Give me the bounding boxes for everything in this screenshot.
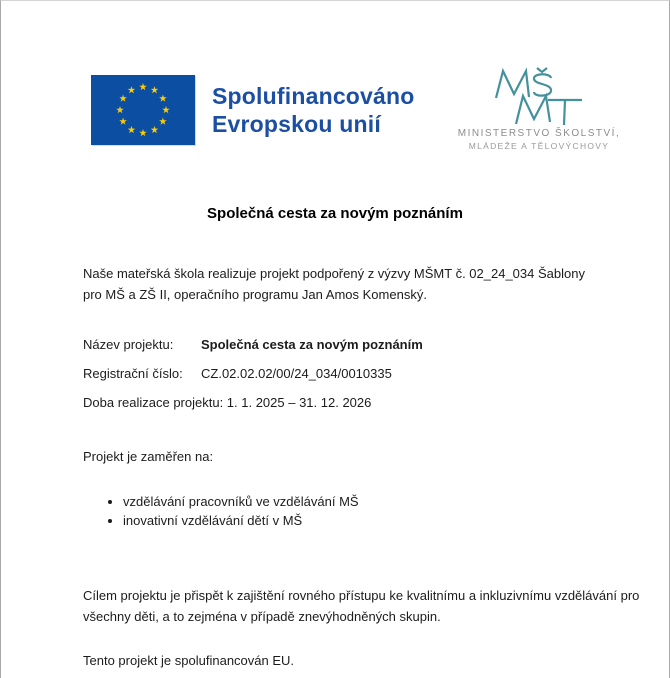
focus-list-item: • vzdělávání pracovníků ve vzdělávání MŠ bbox=[123, 492, 359, 511]
msmt-logo bbox=[433, 67, 645, 151]
cofinancing-footer-note: Tento projekt je spolufinancován EU. bbox=[83, 653, 295, 668]
ministry-name-line2: MLÁDEŽE A TĚLOVÝCHOVY bbox=[468, 141, 610, 151]
project-duration-line: Doba realizace projektu: 1. 1. 2025 – 31. 12. 2026 bbox=[83, 395, 372, 410]
eu-cofunded-logo bbox=[91, 75, 415, 145]
eu-cofunded-label-line1: Spolufinancováno bbox=[212, 83, 415, 109]
project-name-value: Společná cesta za novým poznáním bbox=[201, 337, 423, 352]
registration-number-value: CZ.02.02.02/00/24_034/0010335 bbox=[201, 366, 392, 381]
eu-cofunded-label bbox=[212, 82, 415, 138]
aim-paragraph: Cílem projektu je přispět k zajištění rovného přístupu ke kvalitnímu a inkluzivnímu vzdělávání pro všechny děti, a to zejména v případě znevýhodněných skupin. bbox=[83, 588, 640, 624]
focus-list-item: • inovativní vzdělávání dětí v MŠ bbox=[123, 511, 359, 530]
eu-flag-icon bbox=[91, 75, 195, 145]
project-name-label: Název projektu: bbox=[83, 337, 174, 352]
registration-number-row bbox=[83, 366, 423, 382]
focus-list bbox=[83, 492, 359, 530]
msmt-monogram-icon bbox=[493, 67, 585, 127]
focus-heading: Projekt je zaměřen na: bbox=[83, 449, 214, 464]
intro-paragraph: Naše mateřská škola realizuje projekt podpořený z výzvy MŠMT č. 02_24_034 Šablony pro MŠ a ZŠ II, operačního programu Jan Amos Komenský. bbox=[83, 266, 585, 302]
document-title: Společná cesta za novým poznáním bbox=[207, 205, 463, 222]
registration-number-label: Registrační číslo: bbox=[83, 366, 183, 381]
project-name-row bbox=[83, 337, 423, 353]
ministry-name-line1: MINISTERSTVO ŠKOLSTVÍ, bbox=[457, 128, 621, 139]
eu-cofunded-label-line2: Evropskou unií bbox=[212, 111, 381, 137]
project-details bbox=[83, 337, 423, 411]
